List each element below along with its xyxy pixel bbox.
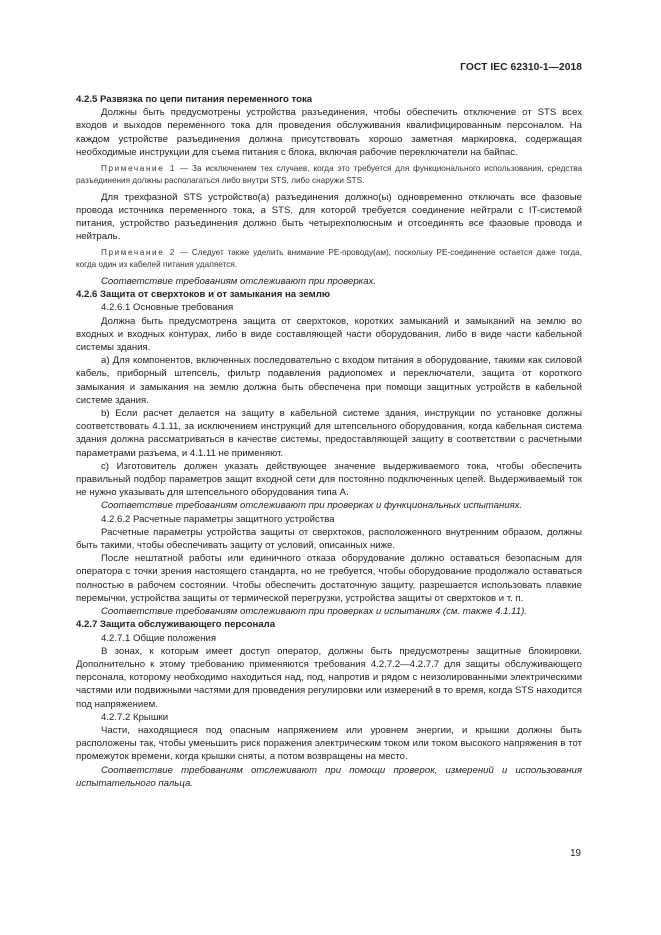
section-heading-4-2-7: 4.2.7 Защита обслуживающего персонала: [76, 619, 276, 631]
note-text: — Следует также уделить внимание PE-проводу(ам), поскольку PE-соединение остается даже тогда, когда один из кабелей питания удаляется.: [76, 248, 582, 270]
subsection-heading: 4.2.6.2 Расчетные параметры защитного устройства: [101, 513, 335, 525]
note-label: Примечание 1: [101, 164, 177, 174]
body-paragraph: Должна быть предусмотрена защита от сверхтоков, коротких замыканий и замыканий на землю во входных и входных контурах, либо в виде составляющей части оборудования, либо в виде части кабельной системы здания.: [76, 315, 582, 354]
subsection-heading: 4.2.6.1 Основные требования: [101, 302, 234, 314]
section-heading-4-2-5: 4.2.5 Развязка по цепи питания переменного тока: [76, 94, 313, 105]
compliance-statement: Соответствие требованиям отслеживают при помощи проверок, измерений и использования испытательного пальца.: [76, 764, 582, 789]
compliance-statement: Соответствие требованиям отслеживают при проверках и испытаниях (см. также 4.1.11).: [101, 606, 527, 618]
body-paragraph: После нештатной работы или единичного отказа оборудование должно оставаться безопасным для оператора с точки зрения настоящего стандарта, но не требуется, чтобы оборудование продолжало оставаться полностью в рабочем состоянии. Чтобы обеспечить достаточную защиту, разрешается использовать плавкие перемычки, устройства защиты от термической перегрузки, устройства защиты от сверхтоков и т. п.: [76, 553, 582, 604]
body-paragraph: В зонах, к которым имеет доступ оператор, должны быть предусмотрены защитные блокировки. Дополнительно к этому требованию применяются требования 4.2.7.2—4.2.7.7 для защиты обслуживающего персонала, которому необходимо находиться над, под, напротив и рядом с неизолированными электрическими частями или подвижными частями для проведения регулировки или измерений в то время, когда STS находится под напряжением.: [76, 645, 582, 710]
body-paragraph: Должны быть предусмотрены устройства разъединения, чтобы обеспечить отключение от STS всех входов и выходов переменного тока для проведения обслуживания квалифицированным персоналом. На каждом устройстве разъединения должна присутствовать хорошо заметная маркировка, содержащая необходимые инструкции для съема питания с блока, включая рабочие переключатели на байпас.: [76, 107, 582, 158]
note-text: — За исключением тех случаев, когда это требуется для функционального использования, средства разъединения должны располагаться либо внутри STS, либо снаружи STS.: [76, 164, 583, 185]
compliance-statement: Соответствие требованиям отслеживают при проверках.: [101, 276, 376, 288]
subsection-heading: 4.2.7.2 Крышки: [101, 711, 169, 723]
list-item-b: b) Если расчет делается на защиту в кабельной системе здания, инструкции по установке должны соответствовать 4.1.11, за исключением инструкций для штепсельного оборудования, когда кабельная система здания должна рассматриваться в качестве системы, предоставляющей защиту в соответствии с расчетными параметрами разъема, и 4.1.11 не применяют.: [76, 408, 582, 459]
compliance-statement: Соответствие требованиям отслеживают при проверках и функциональных испытаниях.: [101, 500, 523, 512]
section-heading-4-2-6: 4.2.6 Защита от сверхтоков и от замыкания на землю: [76, 289, 331, 301]
standard-header: ГОСТ IEC 62310-1—2018: [460, 62, 582, 73]
list-item-c: c) Изготовитель должен указать действующее значение выдерживаемого тока, чтобы обеспечить правильный подбор параметров защит входной сети для постоянно подключенных цепей. Выдерживаемый ток не нужно указывать для штепсельного оборудования типа А.: [76, 460, 582, 499]
document-body: [76, 93, 582, 790]
body-paragraph: Для трехфазной STS устройство(а) разъединения должно(ы) одновременно отключать все фазовые провода источника переменного тока, а STS, для которой требуется соединение нейтрали с IT-системой питания, устройство разъединения должно быть четырехполюсным и отсоединять все фазовые провода и нейтраль.: [76, 191, 582, 243]
note-2: [76, 247, 582, 271]
list-item-a: a) Для компонентов, включенных последовательно с входом питания в оборудование, такими как силовой кабель, приборный штепсель, фильтр подавления радиопомех и переключатели, защита от короткого замыкания и замыкания на землю должна быть обеспечена при помощи защитных устройств в кабельной системе здания.: [76, 355, 582, 406]
page-number: 19: [570, 848, 581, 859]
subsection-heading: 4.2.7.1 Общие положения: [101, 632, 217, 644]
body-paragraph: Расчетные параметры устройства защиты от сверхтоков, расположенного внутренним образом, должны быть такими, чтобы обеспечивать защиту от условий, описанных ниже.: [76, 526, 582, 552]
note-label: Примечание 2: [101, 248, 176, 258]
body-paragraph: Части, находящиеся под опасным напряжением или уровнем энергии, и крышки должны быть расположены так, чтобы уменьшить риск поражения электрическим током или током высокого напряжения в тот промежуток времени, когда крышки сняты, а потом возвращены на место.: [76, 724, 582, 763]
note-1: [76, 163, 582, 187]
